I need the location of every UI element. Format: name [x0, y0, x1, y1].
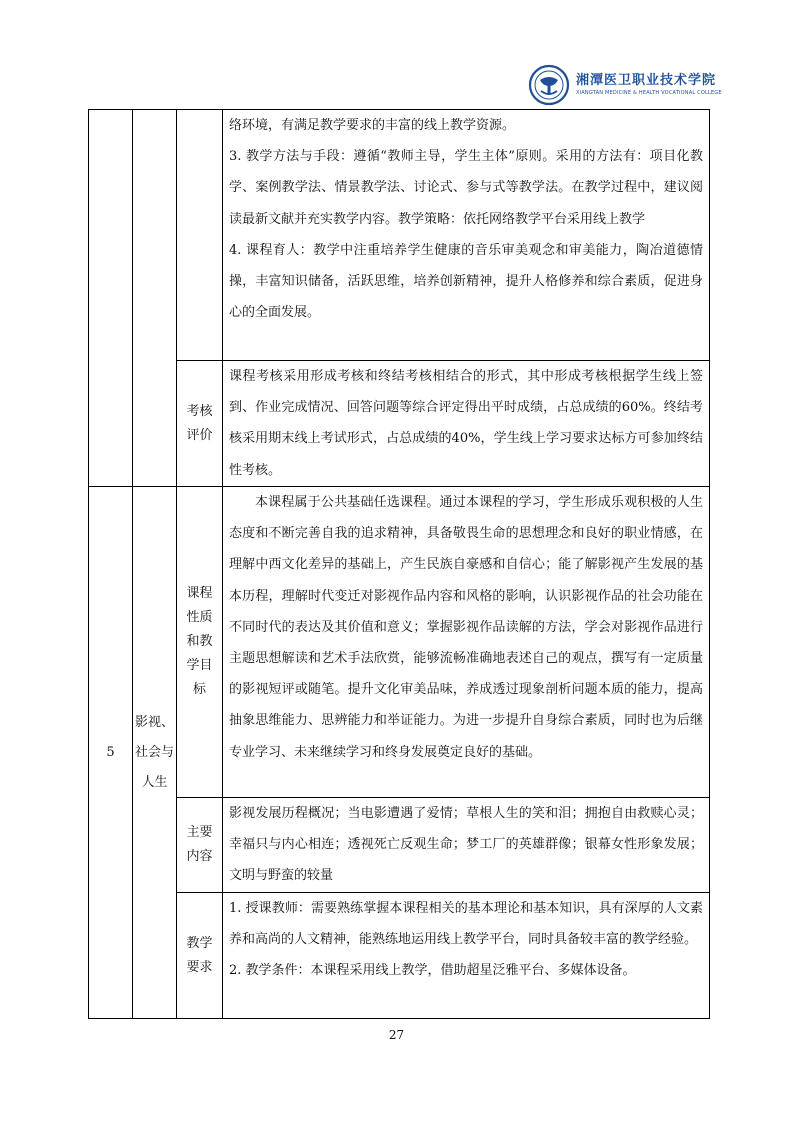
table-row: [89, 110, 710, 361]
course-name-cell: [133, 487, 177, 1019]
assessment-label: 考核评价: [186, 403, 213, 443]
paragraph: 4. 课程育人：教学中注重培养学生健康的音乐审美观念和审美能力，陶冶道德情操，丰富知识储备，活跃思维，培养创新精神，提升人格修养和综合素质，促进身心的全面发展。: [229, 242, 703, 321]
assessment-body-cell: [223, 361, 710, 487]
requirement-label: 教学要求: [186, 935, 213, 975]
course-number-cell: [89, 487, 133, 1019]
paragraph: 3. 教学方法与手段：遵循“教师主导，学生主体”原则。采用的方法有：项目化教学、案例教学法、情景教学法、讨论式、参与式等教学法。在教学过程中，建议阅读最新文献并充实教学内容。教学策略：依托网络教学平台采用线上教学: [229, 149, 703, 227]
prev-label-cell: [177, 110, 223, 361]
requirement-label-cell: [177, 893, 223, 1019]
school-name-en: XIANGTAN MEDICINE & HEALTH VOCATIONAL COLLEGE: [576, 90, 722, 96]
page-number: 27: [388, 1028, 405, 1042]
paragraph: 2. 教学条件：本课程采用线上教学，借助超星泛雅平台、多媒体设备。: [229, 963, 636, 979]
table-row: [89, 893, 710, 1019]
school-emblem-icon: [528, 64, 570, 106]
objective-text: 本课程属于公共基础任选课程。通过本课程的学习，学生形成乐观积极的人生态度和不断完善自我的追求精神，具备敬畏生命的思想理念和良好的职业情感，在理解中西文化差异的基础上，产生民族自豪感和自信心；能了解影视产生发展的基本历程，理解时代变迁对影视作品内容和风格的影响，认识影视作品的社会功能在不同时代的表达及其价值和意义；掌握影视作品读解的方法，学会对影视作品进行主题思想解读和艺术手法欣赏，能够流畅准确地表述自己的观点，撰写有一定质量的影视短评或随笔。提升文化审美品味，养成透过现象剖析问题本质的能力，提高抽象思维能力、思辨能力和举证能力。为进一步提升自身综合素质，同时也为后继专业学习、未来继续学习和终身发展奠定良好的基础。: [229, 495, 703, 760]
table-row: [89, 798, 710, 893]
content-body-cell: [223, 798, 710, 893]
school-name-cn: 湘潭医卫职业技术学院: [576, 73, 717, 88]
course-name: 影视、社会与人生: [135, 714, 175, 790]
paragraph: 1. 授课教师：需要熟练掌握本课程相关的基本理论和基本知识，具有深厚的人文素养和高尚的人文精神，能熟练地运用线上教学平台，同时具备较丰富的教学经验。: [229, 901, 703, 948]
course-number: 5: [106, 745, 115, 760]
prev-number-cell: [89, 110, 133, 487]
assessment-label-cell: [177, 361, 223, 487]
table-row: [89, 361, 710, 487]
prev-name-cell: [133, 110, 177, 487]
requirement-body-cell: [223, 893, 710, 1019]
objective-label-cell: [177, 487, 223, 798]
content-label-cell: [177, 798, 223, 893]
prev-body-cell: [223, 110, 710, 361]
assessment-text: 课程考核采用形成考核和终结考核相结合的形式，其中形成考核根据学生线上签到、作业完成情况、回答问题等综合评定得出平时成绩，占总成绩的60%。终结考核采用期末线上考试形式，占总成绩的40%，学生线上学习要求达标方可参加终结性考核。: [229, 369, 703, 478]
content-label: 主要内容: [186, 825, 213, 864]
school-logo: [528, 62, 722, 108]
objective-body-cell: [223, 487, 710, 798]
content-text: 影视发展历程概况；当电影遭遇了爱情；草根人生的笑和泪；拥抱自由救赎心灵；幸福只与内心相连；透视死亡反观生命；梦工厂的英雄群像；银幕女性形象发展；文明与野蛮的较量: [229, 806, 703, 884]
paragraph: 络环境，有满足教学要求的丰富的线上教学资源。: [229, 118, 516, 133]
objective-label: 课程性质和教学目标: [186, 586, 213, 697]
course-table: [88, 109, 710, 1019]
table-row: [89, 487, 710, 798]
